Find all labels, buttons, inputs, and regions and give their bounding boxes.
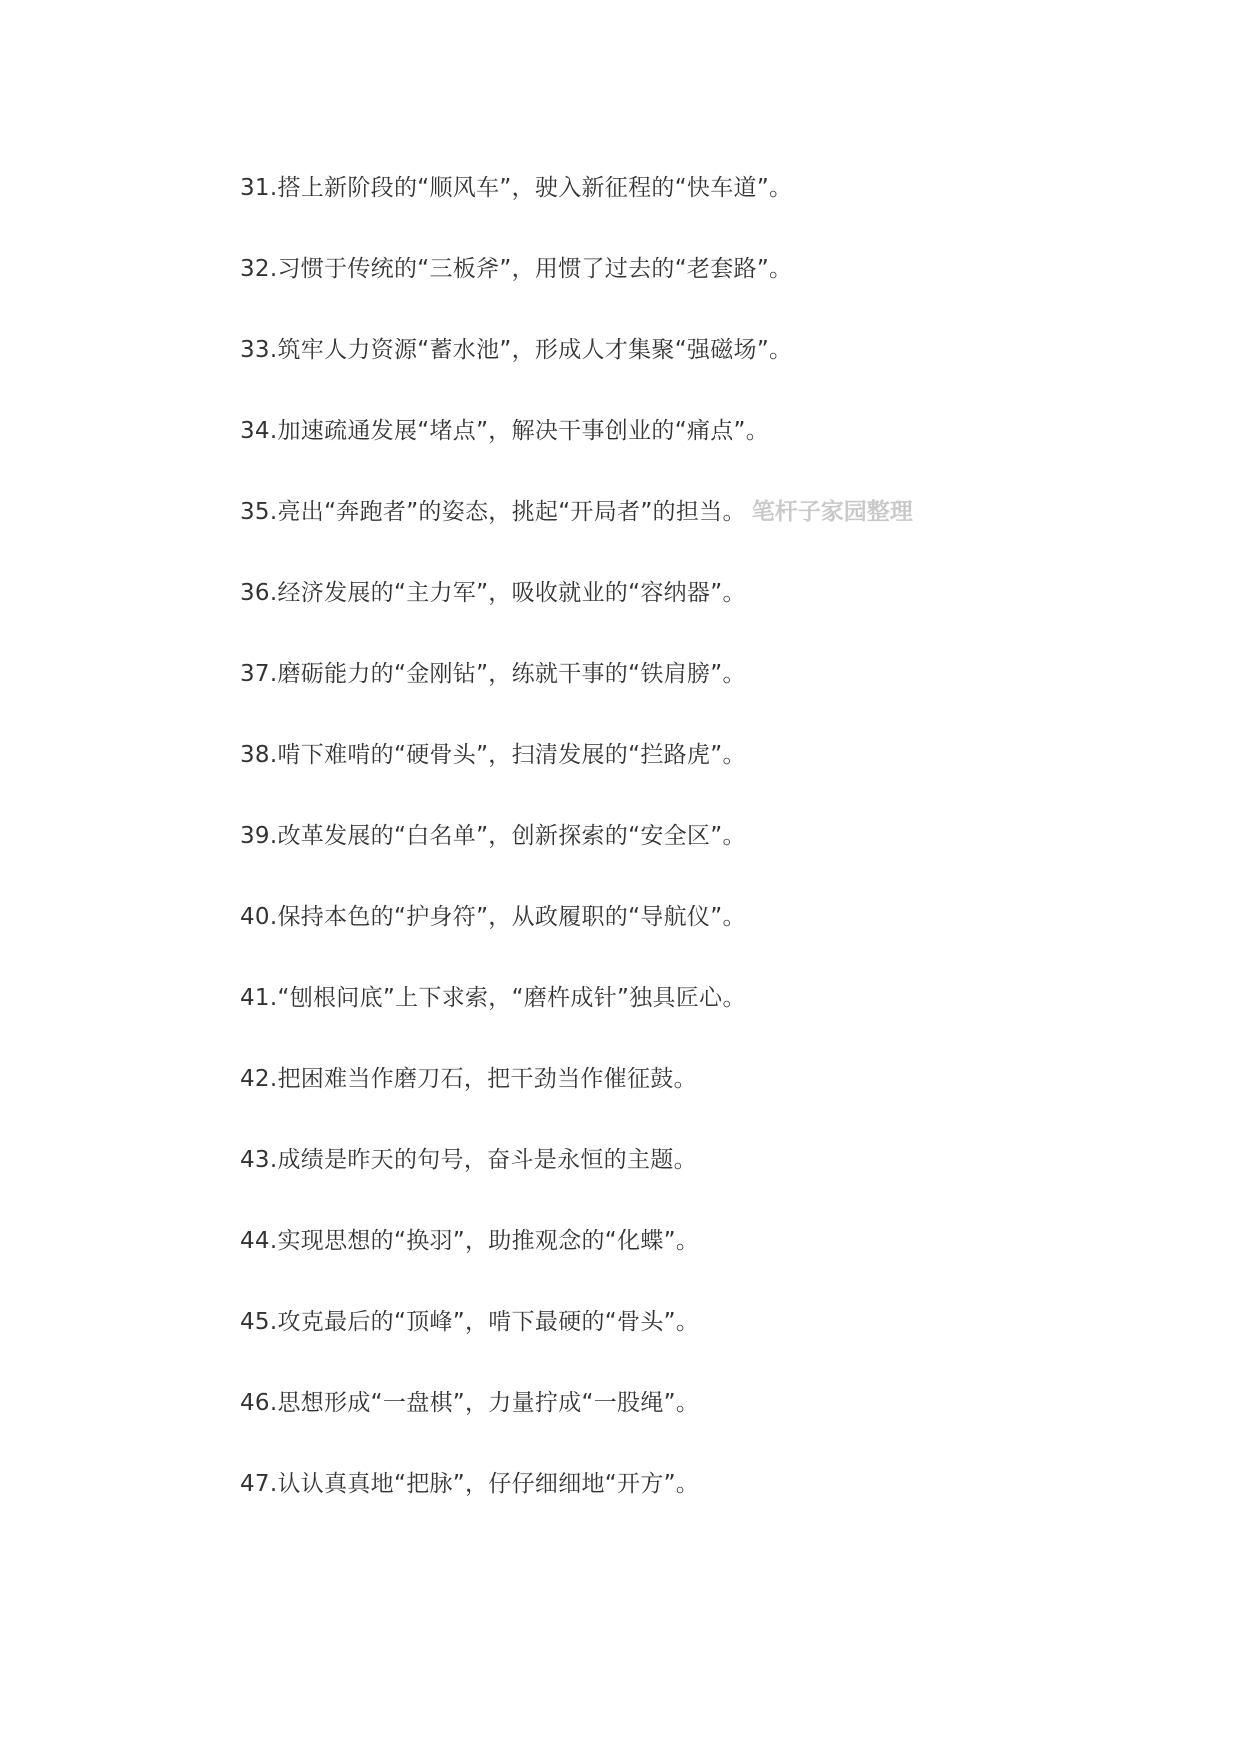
sentence-line: [240, 820, 1140, 901]
sentence-text: 37.磨砺能力的“金刚钻”，练就干事的“铁肩膀”。: [240, 661, 746, 687]
sentence-text: 31.搭上新阶段的“顺风车”，驶入新征程的“快车道”。: [240, 175, 793, 201]
sentence-line: [240, 496, 1140, 577]
sentence-text: 40.保持本色的“护身符”，从政履职的“导航仪”。: [240, 904, 746, 930]
sentence-line: [240, 1306, 1140, 1387]
sentence-text: 32.习惯于传统的“三板斧”，用惯了过去的“老套路”。: [240, 256, 793, 282]
sentence-text: 38.啃下难啃的“硬骨头”，扫清发展的“拦路虎”。: [240, 742, 746, 768]
sentence-text: 46.思想形成“一盘棋”，力量拧成“一股绳”。: [240, 1390, 700, 1416]
sentence-line: [240, 415, 1140, 496]
sentence-text: 45.攻克最后的“顶峰”，啃下最硬的“骨头”。: [240, 1309, 700, 1335]
sentence-line: [240, 1063, 1140, 1144]
sentence-line: [240, 1387, 1140, 1468]
sentence-line: [240, 982, 1140, 1063]
sentence-line: [240, 1468, 1140, 1549]
sentence-text: 44.实现思想的“换羽”，助推观念的“化蝶”。: [240, 1228, 700, 1254]
sentence-line: [240, 334, 1140, 415]
sentence-line: [240, 577, 1140, 658]
sentence-line: [240, 739, 1140, 820]
sentence-text: 47.认认真真地“把脉”，仔仔细细地“开方”。: [240, 1471, 700, 1497]
sentence-text: 35.亮出“奔跑者”的姿态，挑起“开局者”的担当。: [240, 499, 746, 525]
sentence-text: 43.成绩是昨天的句号，奋斗是永恒的主题。: [240, 1147, 697, 1173]
watermark-text: 笔杆子家园整理: [751, 499, 913, 525]
sentence-text: 36.经济发展的“主力军”，吸收就业的“容纳器”。: [240, 580, 746, 606]
sentence-line: [240, 658, 1140, 739]
sentence-text: 41.“刨根问底”上下求索，“磨杵成针”独具匠心。: [240, 985, 746, 1011]
sentence-line: [240, 253, 1140, 334]
sentence-text: 33.筑牢人力资源“蓄水池”，形成人才集聚“强磁场”。: [240, 337, 793, 363]
sentence-line: [240, 1144, 1140, 1225]
sentence-line: [240, 172, 1140, 253]
sentence-text: 34.加速疏通发展“堵点”，解决干事创业的“痛点”。: [240, 418, 770, 444]
sentence-line: [240, 1225, 1140, 1306]
sentence-text: 42.把困难当作磨刀石，把干劲当作催征鼓。: [240, 1066, 697, 1092]
sentence-line: [240, 901, 1140, 982]
sentence-list: [240, 172, 1140, 1549]
sentence-text: 39.改革发展的“白名单”，创新探索的“安全区”。: [240, 823, 746, 849]
